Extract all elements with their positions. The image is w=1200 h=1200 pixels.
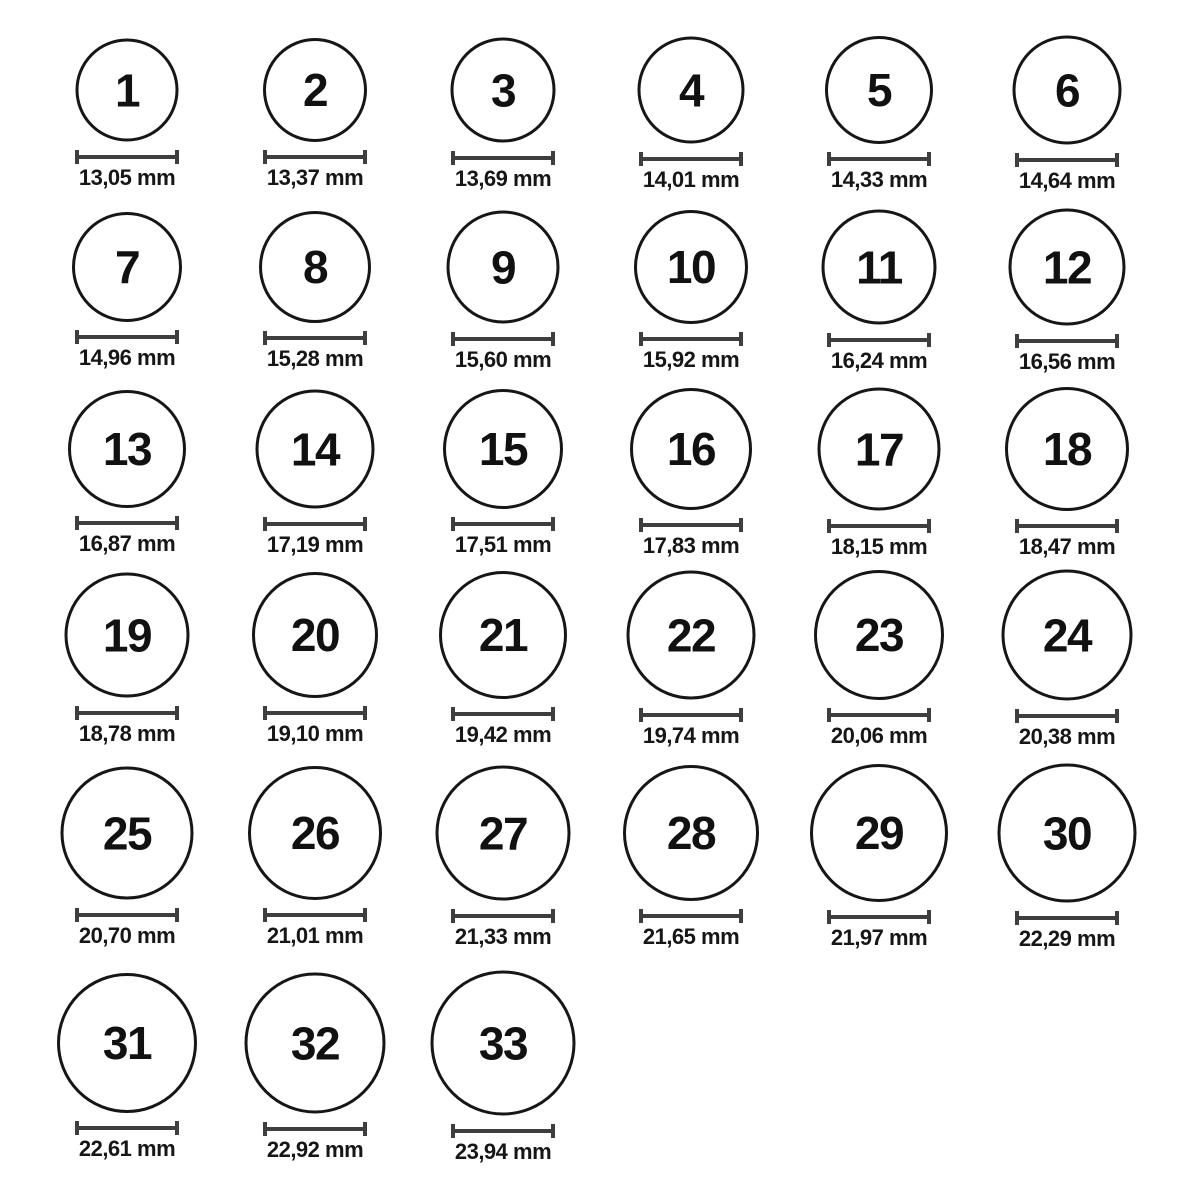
measure-line bbox=[1015, 714, 1119, 718]
measure-tick-right bbox=[739, 708, 743, 722]
diameter-label: 20,38 mm bbox=[1018, 723, 1116, 749]
ring-circle bbox=[1009, 209, 1126, 326]
diameter-measure-line bbox=[263, 331, 367, 345]
measure-line bbox=[639, 713, 743, 717]
measure-line bbox=[827, 713, 931, 717]
measure-tick-right bbox=[363, 150, 367, 164]
measure-line bbox=[827, 338, 931, 342]
diameter-label: 18,47 mm bbox=[1018, 534, 1116, 559]
diameter-label: 14,96 mm bbox=[78, 345, 176, 370]
measure-tick-right bbox=[739, 152, 743, 166]
ring-number: 10 bbox=[666, 241, 716, 293]
diameter-label: 19,42 mm bbox=[454, 722, 552, 747]
measure-tick-right bbox=[739, 518, 743, 532]
measure-line bbox=[827, 915, 931, 919]
measure-line bbox=[451, 522, 555, 526]
measure-tick-right bbox=[1115, 911, 1119, 925]
diameter-label: 13,69 mm bbox=[454, 165, 552, 191]
ring-circle bbox=[634, 210, 748, 324]
diameter-label: 17,83 mm bbox=[642, 533, 740, 558]
measure-tick-right bbox=[1115, 153, 1119, 167]
diameter-label: 21,01 mm bbox=[266, 923, 364, 948]
diameter-label: 14,33 mm bbox=[830, 167, 928, 192]
diameter-measure-line bbox=[827, 152, 931, 166]
diameter-label: 13,37 mm bbox=[266, 165, 364, 190]
measure-tick-right bbox=[363, 706, 367, 720]
ring-circle bbox=[263, 38, 367, 142]
diameter-label: 16,56 mm bbox=[1018, 348, 1116, 374]
ring-number: 30 bbox=[1042, 807, 1092, 859]
measure-line bbox=[1015, 158, 1119, 162]
ring-number: 18 bbox=[1042, 423, 1092, 475]
diameter-label: 16,24 mm bbox=[830, 347, 928, 373]
diameter-measure-line bbox=[451, 151, 555, 165]
measure-tick-right bbox=[1115, 519, 1119, 533]
diameter-label: 15,28 mm bbox=[266, 346, 364, 371]
ring-circle bbox=[638, 37, 745, 144]
ring-number: 14 bbox=[290, 423, 340, 475]
ring-number: 5 bbox=[866, 64, 892, 116]
measure-tick-right bbox=[1115, 334, 1119, 348]
measure-tick-right bbox=[927, 519, 931, 533]
diameter-label: 21,65 mm bbox=[642, 924, 740, 949]
ring-number: 29 bbox=[854, 807, 904, 859]
ring-number: 4 bbox=[678, 64, 704, 116]
ring-number: 11 bbox=[856, 241, 902, 293]
measure-line bbox=[827, 157, 931, 161]
measure-line bbox=[263, 336, 367, 340]
ring-circle bbox=[245, 973, 386, 1114]
measure-tick-right bbox=[927, 152, 931, 166]
measure-line bbox=[451, 914, 555, 918]
ring-number: 1 bbox=[114, 64, 140, 116]
ring-number: 16 bbox=[666, 423, 716, 475]
diameter-measure-line bbox=[75, 908, 179, 922]
measure-tick-right bbox=[175, 706, 179, 720]
ring-circle bbox=[259, 211, 371, 323]
ring-circle bbox=[252, 572, 378, 698]
measure-tick-right bbox=[363, 908, 367, 922]
measure-line bbox=[1015, 524, 1119, 528]
ring-circle bbox=[451, 38, 556, 143]
measure-line bbox=[75, 913, 179, 917]
diameter-measure-line bbox=[639, 152, 743, 166]
measure-tick-right bbox=[551, 151, 555, 165]
measure-tick-right bbox=[363, 331, 367, 345]
measure-tick-right bbox=[363, 517, 367, 531]
measure-line bbox=[75, 335, 179, 339]
diameter-label: 21,33 mm bbox=[454, 923, 552, 949]
diameter-label: 19,10 mm bbox=[266, 721, 364, 746]
measure-line bbox=[639, 157, 743, 161]
ring-number: 3 bbox=[490, 64, 516, 116]
diameter-label: 22,29 mm bbox=[1018, 925, 1116, 951]
diameter-label: 16,87 mm bbox=[78, 531, 176, 556]
diameter-label: 15,92 mm bbox=[642, 347, 740, 372]
diameter-measure-line bbox=[75, 1121, 179, 1135]
ring-number: 23 bbox=[854, 609, 904, 661]
ring-number: 21 bbox=[478, 609, 528, 661]
measure-line bbox=[75, 711, 179, 715]
ring-number: 2 bbox=[302, 64, 328, 116]
ring-number: 24 bbox=[1042, 609, 1092, 661]
measure-line bbox=[263, 522, 367, 526]
measure-line bbox=[263, 711, 367, 715]
ring-circle bbox=[447, 211, 560, 324]
ring-circle bbox=[825, 36, 933, 144]
measure-tick-right bbox=[551, 517, 555, 531]
measure-tick-right bbox=[175, 908, 179, 922]
diameter-measure-line bbox=[75, 516, 179, 530]
diameter-measure-line bbox=[451, 517, 555, 531]
ring-number: 31 bbox=[102, 1017, 152, 1069]
diameter-measure-line bbox=[639, 909, 743, 923]
measure-tick-right bbox=[927, 910, 931, 924]
diameter-measure-line bbox=[827, 333, 931, 347]
measure-tick-right bbox=[927, 333, 931, 347]
diameter-label: 17,51 mm bbox=[454, 532, 552, 557]
ring-circle bbox=[1013, 36, 1122, 145]
measure-line bbox=[1015, 339, 1119, 343]
ring-number: 27 bbox=[478, 807, 528, 859]
measure-line bbox=[263, 155, 367, 159]
ring-circle bbox=[443, 389, 563, 509]
diameter-label: 15,60 mm bbox=[454, 346, 552, 372]
ring-number: 9 bbox=[490, 241, 516, 293]
diameter-measure-line bbox=[827, 910, 931, 924]
measure-line bbox=[451, 156, 555, 160]
measure-line bbox=[75, 1126, 179, 1130]
measure-tick-right bbox=[175, 330, 179, 344]
measure-tick-right bbox=[551, 707, 555, 721]
ring-circle bbox=[57, 973, 197, 1113]
diameter-label: 22,92 mm bbox=[266, 1136, 364, 1162]
diameter-measure-line bbox=[75, 150, 179, 164]
diameter-measure-line bbox=[75, 706, 179, 720]
ring-number: 13 bbox=[102, 423, 152, 475]
ring-number: 12 bbox=[1042, 241, 1092, 293]
diameter-measure-line bbox=[639, 518, 743, 532]
measure-line bbox=[1015, 916, 1119, 920]
diameter-measure-line bbox=[639, 332, 743, 346]
ring-circle bbox=[627, 571, 756, 700]
diameter-label: 14,64 mm bbox=[1018, 167, 1116, 193]
measure-line bbox=[827, 524, 931, 528]
diameter-measure-line bbox=[451, 707, 555, 721]
measure-tick-right bbox=[175, 516, 179, 530]
ring-number: 15 bbox=[478, 423, 528, 475]
diameter-label: 23,94 mm bbox=[454, 1138, 552, 1164]
ring-circle bbox=[814, 570, 944, 700]
ring-circle bbox=[1005, 387, 1129, 511]
ring-number: 25 bbox=[102, 807, 152, 859]
diameter-measure-line bbox=[1015, 519, 1119, 533]
measure-line bbox=[451, 712, 555, 716]
diameter-measure-line bbox=[451, 1124, 555, 1138]
diameter-measure-line bbox=[827, 519, 931, 533]
measure-tick-right bbox=[175, 150, 179, 164]
ring-circle bbox=[248, 766, 382, 900]
measure-line bbox=[639, 914, 743, 918]
measure-line bbox=[263, 1127, 367, 1131]
diameter-label: 21,97 mm bbox=[830, 925, 928, 950]
measure-line bbox=[639, 337, 743, 341]
measure-line bbox=[263, 913, 367, 917]
diameter-measure-line bbox=[263, 1122, 367, 1136]
ring-circle bbox=[436, 766, 571, 901]
diameter-measure-line bbox=[451, 909, 555, 923]
ring-circle bbox=[65, 573, 190, 698]
diameter-measure-line bbox=[1015, 911, 1119, 925]
measure-tick-right bbox=[927, 708, 931, 722]
diameter-label: 19,74 mm bbox=[642, 722, 740, 748]
ring-number: 26 bbox=[290, 807, 340, 859]
diameter-measure-line bbox=[639, 708, 743, 722]
ring-circle bbox=[431, 971, 576, 1116]
ring-circle bbox=[810, 764, 948, 902]
diameter-label: 20,70 mm bbox=[78, 922, 176, 948]
diameter-label: 22,61 mm bbox=[78, 1136, 176, 1161]
ring-number: 7 bbox=[114, 241, 140, 293]
ring-number: 28 bbox=[666, 807, 716, 859]
diameter-measure-line bbox=[1015, 153, 1119, 167]
ring-number: 32 bbox=[290, 1017, 340, 1069]
ring-circle bbox=[256, 390, 375, 509]
diameter-measure-line bbox=[263, 517, 367, 531]
diameter-label: 18,15 mm bbox=[830, 533, 928, 559]
ring-number: 6 bbox=[1054, 64, 1080, 116]
ring-circle bbox=[630, 388, 752, 510]
ring-circle bbox=[439, 571, 567, 699]
ring-circle bbox=[72, 212, 182, 322]
measure-tick-right bbox=[739, 909, 743, 923]
ring-number: 17 bbox=[854, 423, 904, 475]
ring-number: 19 bbox=[102, 609, 152, 661]
ring-number: 22 bbox=[666, 609, 716, 661]
ring-circle bbox=[68, 390, 186, 508]
diameter-measure-line bbox=[1015, 334, 1119, 348]
ring-circle bbox=[61, 767, 194, 900]
diameter-measure-line bbox=[1015, 709, 1119, 723]
measure-tick-right bbox=[363, 1122, 367, 1136]
measure-line bbox=[451, 337, 555, 341]
measure-line bbox=[639, 523, 743, 527]
measure-line bbox=[75, 155, 179, 159]
diameter-measure-line bbox=[75, 330, 179, 344]
ring-circle bbox=[998, 764, 1137, 903]
ring-number: 20 bbox=[290, 609, 340, 661]
ring-number: 33 bbox=[478, 1017, 528, 1069]
diameter-label: 14,01 mm bbox=[642, 166, 740, 192]
measure-tick-right bbox=[551, 1124, 555, 1138]
ring-circle bbox=[623, 765, 759, 901]
diameter-measure-line bbox=[451, 332, 555, 346]
diameter-measure-line bbox=[827, 708, 931, 722]
diameter-label: 18,78 mm bbox=[78, 720, 176, 746]
diameter-measure-line bbox=[263, 150, 367, 164]
measure-tick-right bbox=[739, 332, 743, 346]
measure-line bbox=[75, 521, 179, 525]
diameter-label: 17,19 mm bbox=[266, 531, 364, 557]
diameter-measure-line bbox=[263, 908, 367, 922]
ring-circle bbox=[822, 210, 937, 325]
measure-tick-right bbox=[551, 332, 555, 346]
measure-tick-right bbox=[1115, 709, 1119, 723]
measure-tick-right bbox=[551, 909, 555, 923]
ring-number: 8 bbox=[302, 241, 328, 293]
measure-line bbox=[451, 1129, 555, 1133]
ring-circle bbox=[76, 39, 179, 142]
measure-tick-right bbox=[175, 1121, 179, 1135]
ring-circle bbox=[818, 388, 941, 511]
diameter-label: 20,06 mm bbox=[830, 723, 928, 748]
ring-circle bbox=[1002, 570, 1133, 701]
diameter-label: 13,05 mm bbox=[78, 164, 176, 190]
diameter-measure-line bbox=[263, 706, 367, 720]
